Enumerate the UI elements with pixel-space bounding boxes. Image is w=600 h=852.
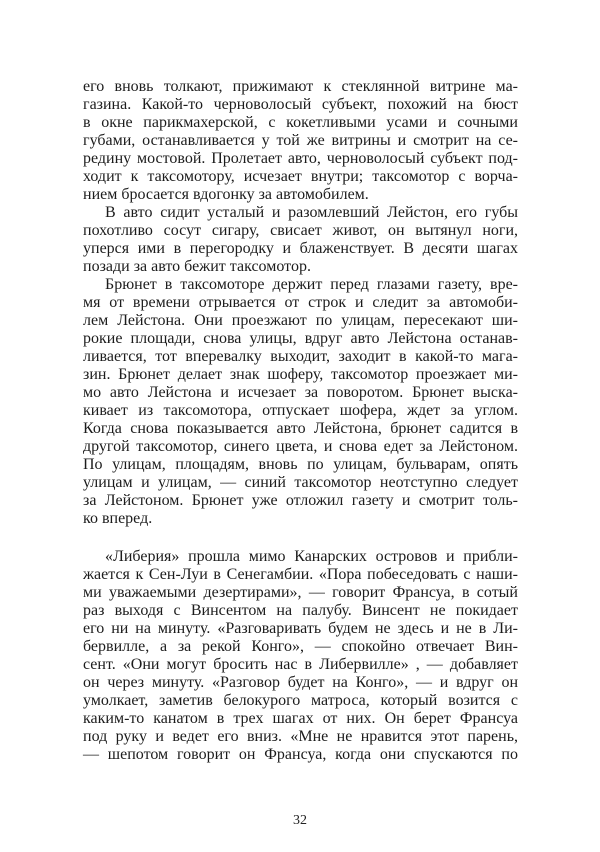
text-line: Брюнет в таксомоторе держит перед глазами газету, вре- [105,276,518,293]
text-line: ко вперед. [83,510,153,527]
paragraph [83,78,518,204]
text-line: ходит к таксомотору, исчезает внутри; таксомотор с ворча- [83,168,518,185]
text-line: ливается, тот вперевалку выходит, заходит в какой-то мага- [83,348,518,365]
text-line: его вновь толкают, прижимают к стеклянной витрине ма- [83,78,518,95]
text-line: нием бросается вдогонку за автомобилем. [83,186,369,203]
text-line: — шепотом говорит он Франсуа, когда они спускаются по [83,746,518,763]
text-line: умолкает, заметив белокурого матроса, который возится с [83,692,518,709]
text-line: редину мостовой. Пролетает авто, черноволосый субъект под- [83,150,518,167]
text-line: позади за авто бежит таксомотор. [83,258,311,275]
text-line: раз выходя с Винсентом на палубу. Винсент не покидает [83,602,518,619]
text-line: в окне парикмахерской, с кокетливыми усами и сочными [83,114,518,131]
text-line: кивает из таксомотора, отпускает шофера, ждет за углом. [83,402,518,419]
text-line: за Лейстоном. Брюнет уже отложил газету и смотрит толь- [83,492,518,509]
text-line: газина. Какой-то черноволосый субъект, похожий на бюст [83,96,518,113]
text-line: зин. Брюнет делает знак шоферу, таксомотор проезжает ми- [83,366,518,383]
page-number: 32 [293,813,307,828]
text-line: бервилле, а за рекой Конго», — спокойно отвечает Вин- [83,638,518,655]
paragraph [83,548,518,764]
text-line: мо авто Лейстона и исчезает за поворотом. Брюнет выска- [83,384,518,401]
text-line: уперся ими в перегородку и блаженствует. В десяти шагах [83,240,518,257]
text-line: рокие площади, снова улицы, вдруг авто Лейстона останав- [83,330,518,347]
text-line: под руку и ведет его вниз. «Мне не нравится этот парень, [83,728,518,745]
text-line: губами, останавливается у той же витрины и смотрит на се- [83,132,518,149]
text-line: улицам и улицам, — синий таксомотор неотступно следует [83,474,518,491]
text-line: он через минуту. «Разговор будет на Конго», — и вдруг он [83,674,518,691]
text-line: Когда снова показывается авто Лейстона, брюнет садится в [83,420,518,437]
text-line: похотливо сосут сигару, свисает живот, он вытянул ноги, [83,222,518,239]
text-line: его ни на минуту. «Разговаривать будем не здесь и не в Ли- [83,620,518,637]
text-line: «Либерия» прошла мимо Канарских островов и прибли- [105,548,518,565]
page-body [83,78,518,764]
text-line: В авто сидит усталый и разомлевший Лейстон, его губы [105,204,518,221]
text-line: По улицам, площадям, вновь по улицам, бульварам, опять [83,456,518,473]
text-line: жается к Сен-Луи в Сенегамбии. «Пора побеседовать с наши- [83,566,518,583]
paragraph [83,276,518,528]
text-line: ми уважаемыми дезертирами», — говорит Франсуа, в сотый [83,584,518,601]
paragraph [83,204,518,276]
text-line: сент. «Они могут бросить нас в Либервилле» , — добавляет [83,656,518,673]
text-line: каким-то канатом в трех шагах от них. Он берет Франсуа [83,710,518,727]
text-line: лем Лейстона. Они проезжают по улицам, пересекают ши- [83,312,518,329]
text-line: мя от времени отрывается от строк и следит за автомоби- [83,294,518,311]
text-line: другой таксомотор, синего цвета, и снова едет за Лейстоном. [83,438,518,455]
